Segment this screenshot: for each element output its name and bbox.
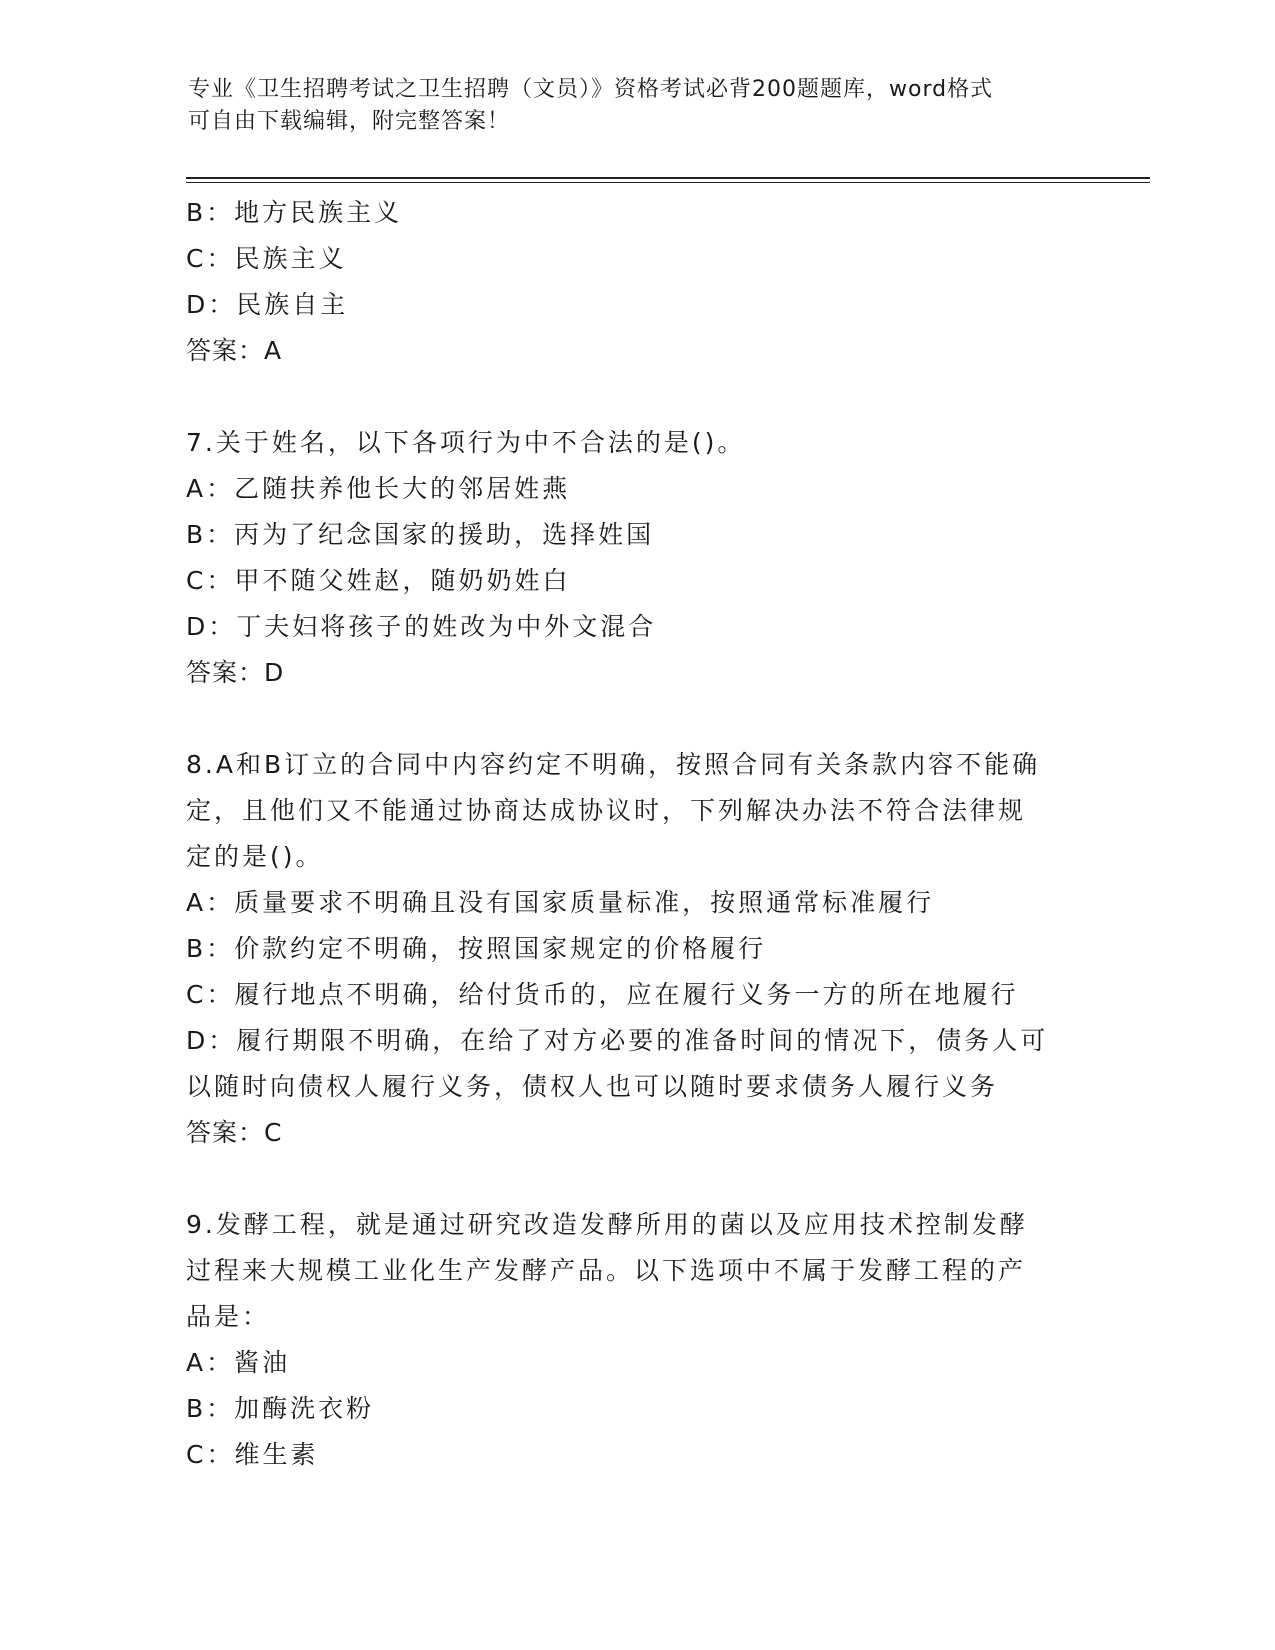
question-8 xyxy=(186,742,1086,1156)
q6-option-d: D：民族自主 xyxy=(186,290,349,319)
q8-option-c: C：履行地点不明确，给付货币的，应在履行义务一方的所在地履行 xyxy=(186,980,1019,1009)
q7-stem: 7.关于姓名，以下各项行为中不合法的是()。 xyxy=(186,428,746,457)
q7-answer: 答案：D xyxy=(186,658,285,687)
header-line-1: 专业《卫生招聘考试之卫生招聘（文员）》资格考试必背200题题库，word格式 xyxy=(188,77,994,102)
q6-answer: 答案：A xyxy=(186,336,283,365)
q7-option-a: A：乙随扶养他长大的邻居姓燕 xyxy=(186,474,571,503)
spacer xyxy=(186,696,1086,742)
q8-stem-line-1: 8.A和B订立的合同中内容约定不明确，按照合同有关条款内容不能确 xyxy=(186,750,1041,779)
question-9 xyxy=(186,1202,1086,1478)
q6-option-c: C：民族主义 xyxy=(186,244,347,273)
q8-option-a: A：质量要求不明确且没有国家质量标准，按照通常标准履行 xyxy=(186,888,935,917)
q9-stem-line-2: 过程来大规模工业化生产发酵产品。以下选项中不属于发酵工程的产 xyxy=(186,1256,1027,1285)
document-body xyxy=(186,190,1086,1478)
q8-option-d-line-2: 以随时向债权人履行义务，债权人也可以随时要求债务人履行义务 xyxy=(186,1072,999,1101)
header-divider-thick xyxy=(186,177,1150,179)
q8-stem-line-2: 定，且他们又不能通过协商达成协议时，下列解决办法不符合法律规 xyxy=(186,796,1027,825)
q9-stem-line-3: 品是： xyxy=(186,1302,271,1331)
q6-option-b: B：地方民族主义 xyxy=(186,198,403,227)
q8-option-d-line-1: D：履行期限不明确，在给了对方必要的准备时间的情况下，债务人可 xyxy=(186,1026,1049,1055)
question-7 xyxy=(186,420,1086,696)
q7-option-d: D：丁夫妇将孩子的姓改为中外文混合 xyxy=(186,612,657,641)
q9-option-a: A：酱油 xyxy=(186,1348,291,1377)
q7-option-c: C：甲不随父姓赵，随奶奶姓白 xyxy=(186,566,571,595)
q8-stem-line-3: 定的是()。 xyxy=(186,842,324,871)
q8-option-b: B：价款约定不明确，按照国家规定的价格履行 xyxy=(186,934,767,963)
header-line-2: 可自由下载编辑，附完整答案！ xyxy=(188,109,511,134)
header-divider-thin xyxy=(186,182,1150,183)
q8-answer: 答案：C xyxy=(186,1118,283,1147)
q9-option-c: C：维生素 xyxy=(186,1440,319,1469)
spacer xyxy=(186,1156,1086,1202)
q9-stem-line-1: 9.发酵工程，就是通过研究改造发酵所用的菌以及应用技术控制发酵 xyxy=(186,1210,1028,1239)
q7-option-b: B：丙为了纪念国家的援助，选择姓国 xyxy=(186,520,655,549)
spacer xyxy=(186,374,1086,420)
document-header xyxy=(188,74,1068,138)
question-6-tail xyxy=(186,190,1086,374)
q9-option-b: B：加酶洗衣粉 xyxy=(186,1394,375,1423)
